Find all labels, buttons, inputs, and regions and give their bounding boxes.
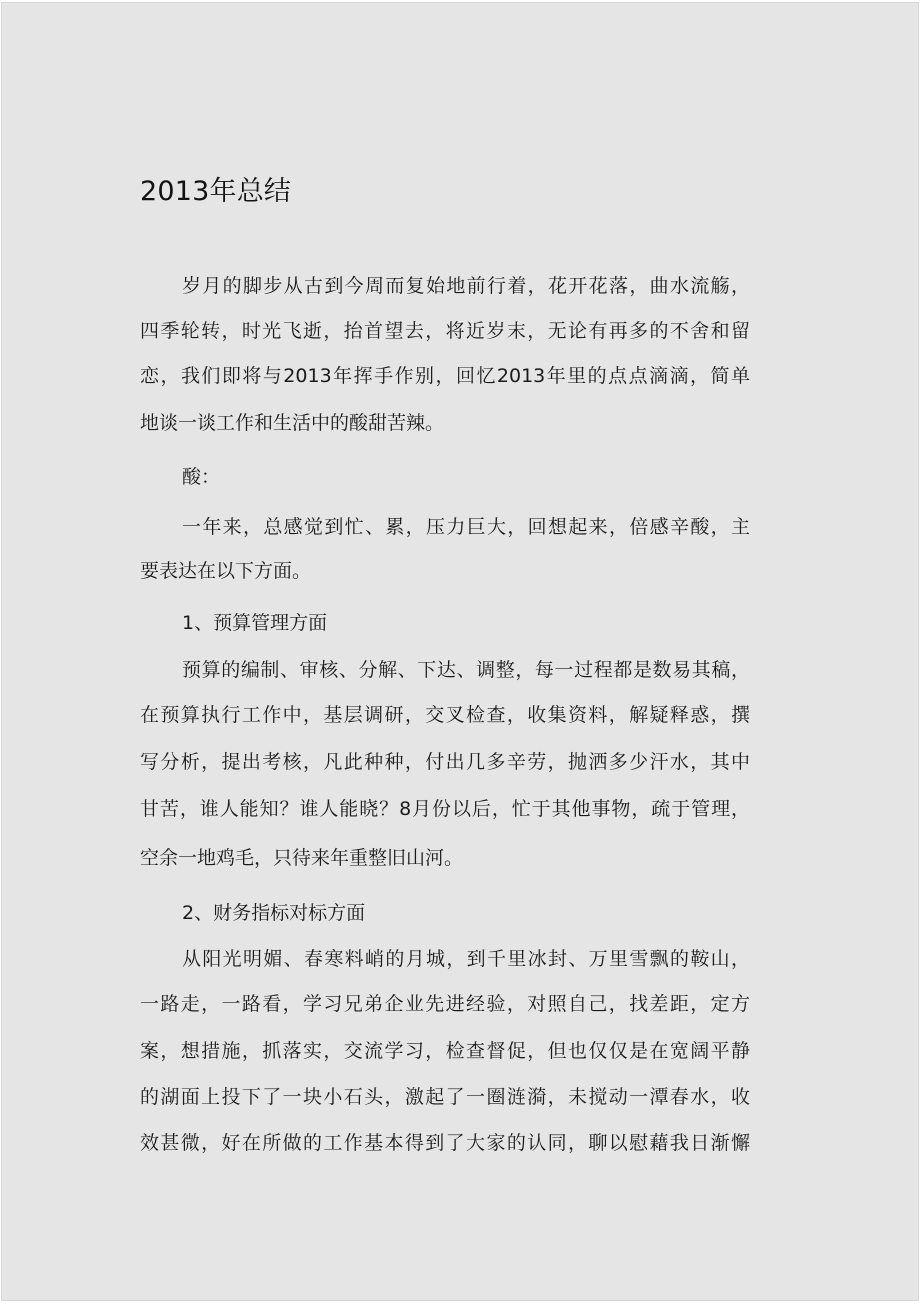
document-title: 2013年总结: [140, 176, 292, 207]
paragraph-line: 从阳光明媚、春寒料峭的月城，到千里冰封、万里雪飘的鞍山，: [182, 948, 750, 970]
paragraph-line: 的湖面上投下了一块小石头，激起了一圈涟漪，未搅动一潭春水，收: [140, 1086, 750, 1108]
paragraph-line: 空余一地鸡毛，只待来年重整旧山河。: [140, 847, 464, 869]
section-heading: 2、财务指标对标方面: [182, 902, 366, 924]
paragraph-line: 甘苦，谁人能知？谁人能晓？8月份以后，忙于其他事物，疏于管理，: [140, 798, 750, 820]
paragraph-line: 恋，我们即将与2013年挥手作别，回忆2013年里的点点滴滴，简单: [140, 365, 750, 387]
paragraph-line: 一路走，一路看，学习兄弟企业先进经验，对照自己，找差距，定方: [140, 993, 750, 1015]
paragraph-line: 岁月的脚步从古到今周而复始地前行着，花开花落，曲水流觞，: [182, 275, 750, 297]
section-heading: 1、预算管理方面: [182, 612, 328, 634]
paragraph-line: 一年来，总感觉到忙、累，压力巨大，回想起来，倍感辛酸，主: [182, 516, 750, 538]
section-heading: 酸：: [182, 466, 221, 488]
paragraph-line: 写分析，提出考核，凡此种种，付出几多辛劳，抛洒多少汗水，其中: [140, 751, 750, 773]
paragraph-line: 地谈一谈工作和生活中的酸甜苦辣。: [140, 412, 445, 434]
paragraph-line: 效甚微，好在所做的工作基本得到了大家的认同，聊以慰藉我日渐懈: [140, 1132, 750, 1154]
paragraph-line: 四季轮转，时光飞逝，抬首望去，将近岁末，无论有再多的不舍和留: [140, 320, 750, 342]
paragraph-line: 要表达在以下方面。: [140, 560, 312, 582]
paragraph-line: 预算的编制、审核、分解、下达、调整，每一过程都是数易其稿，: [182, 659, 750, 681]
document-page: [1, 2, 919, 1301]
paragraph-line: 在预算执行工作中，基层调研，交叉检查，收集资料，解疑释惑，撰: [140, 704, 750, 726]
paragraph-line: 案，想措施，抓落实，交流学习，检查督促，但也仅仅是在宽阔平静: [140, 1040, 750, 1062]
